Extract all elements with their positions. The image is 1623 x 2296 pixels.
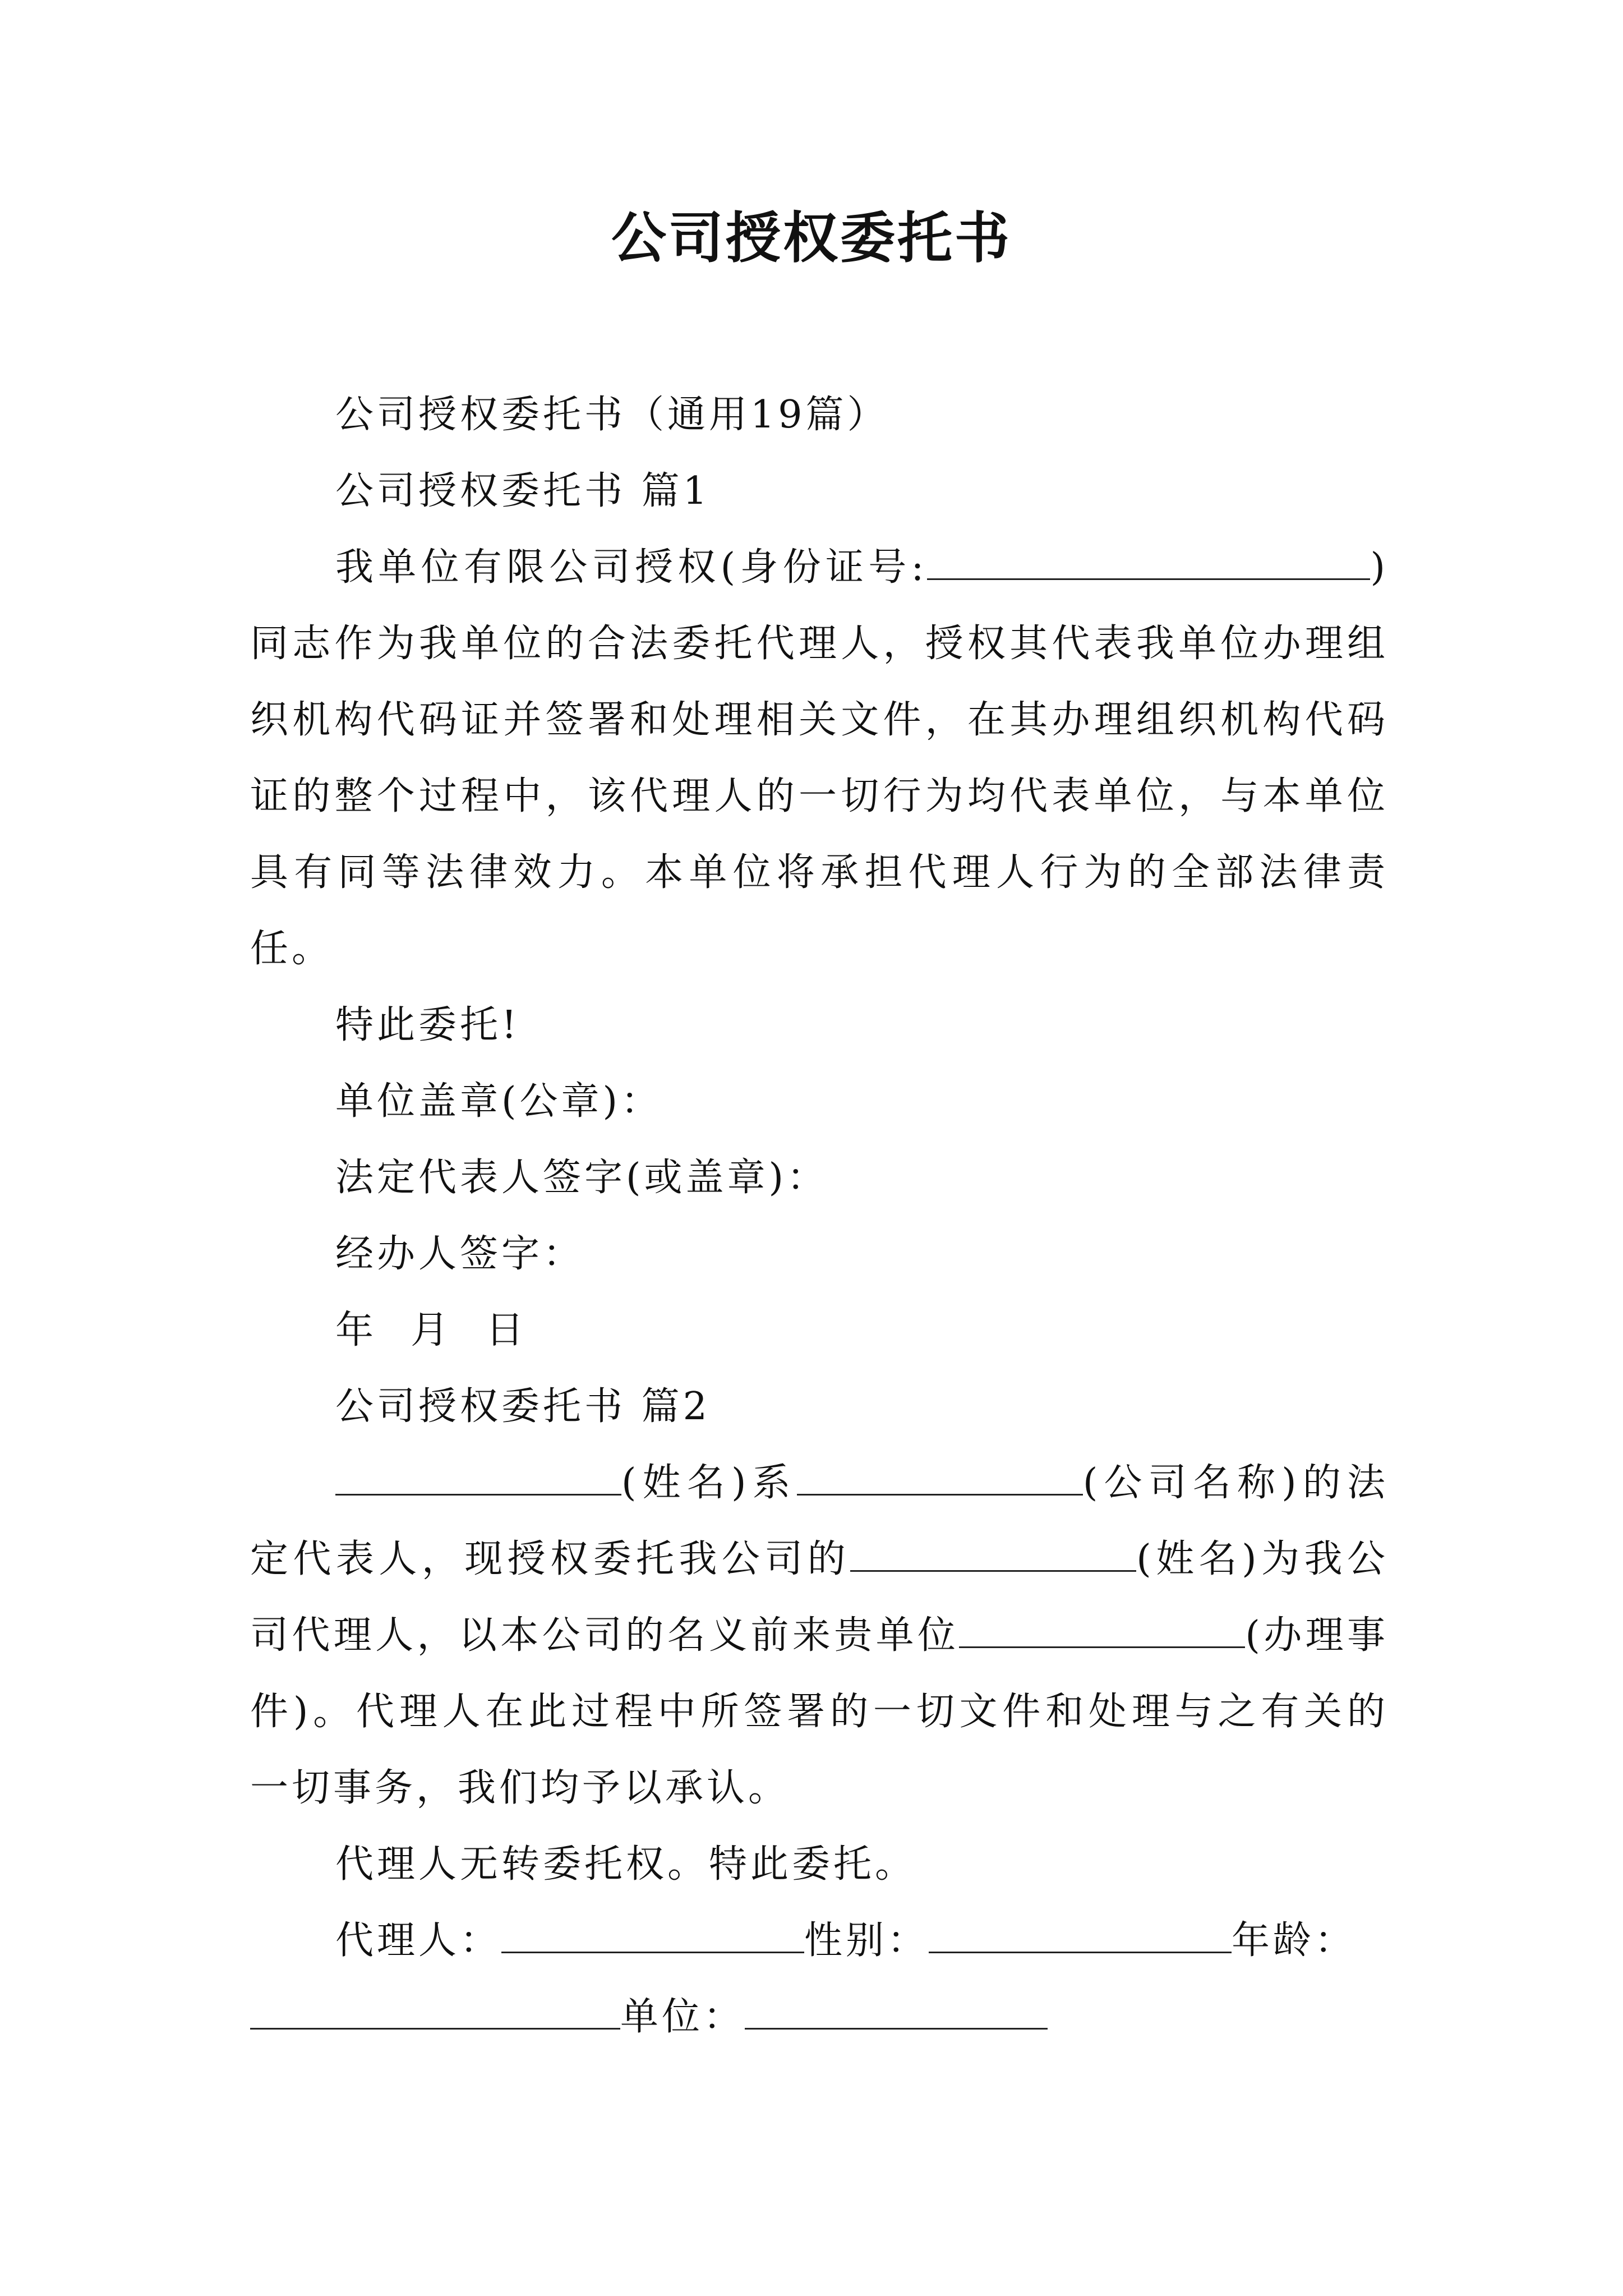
agent-label: 代理人：	[335, 1918, 502, 1963]
unit-blank	[745, 1993, 1048, 2030]
delegation-part-a: (姓名)系	[621, 1461, 797, 1505]
seal-line: 单位盖章(公章)：	[335, 1079, 663, 1124]
delegation-part-b: (公司名称)的法定代表人，现授权委托我公司的	[250, 1461, 1389, 1581]
handler-line: 经办人签字：	[335, 1232, 585, 1276]
delegation-part-c: (姓名)为我公司代理人，以本公司的名义前来贵单位	[250, 1537, 1389, 1658]
section-heading-1: 公司授权委托书 篇1	[335, 469, 711, 513]
special-note: 特此委托!	[335, 1003, 520, 1047]
delegation-part-d: (办理事件)。代理人在此过程中所签署的一切文件和处理与之有关的一切事务，我们均予以承认。	[250, 1613, 1389, 1810]
date-line	[250, 1292, 1389, 1369]
agent-info-line	[250, 1903, 1389, 1979]
date-month: 月	[411, 1308, 453, 1352]
id-number-blank	[927, 544, 1370, 580]
name-blank-2	[850, 1535, 1136, 1572]
legal-rep-line: 法定代表人签字(或盖章)：	[335, 1156, 829, 1200]
delegation-paragraph	[250, 1445, 1389, 1826]
age-label: 年龄：	[1232, 1918, 1357, 1963]
document-subtitle: 公司授权委托书（通用19篇）	[335, 393, 889, 437]
document-title: 公司授权委托书	[611, 206, 1012, 270]
agent-blank	[501, 1917, 804, 1953]
document-body	[250, 377, 1389, 2055]
unit-label: 单位：	[620, 1995, 745, 2039]
date-day: 日	[486, 1308, 528, 1352]
matter-blank	[959, 1612, 1245, 1648]
date-year: 年	[335, 1308, 377, 1352]
section-heading-2: 公司授权委托书 篇2	[335, 1384, 711, 1429]
authorization-close: )	[1370, 545, 1389, 590]
age-blank	[250, 1993, 620, 2030]
gender-blank	[929, 1917, 1232, 1953]
company-name-blank	[797, 1459, 1083, 1496]
authorization-paragraph	[250, 530, 1389, 987]
gender-label: 性别：	[804, 1918, 929, 1963]
unit-info-line	[250, 1979, 1389, 2055]
name-blank-1	[335, 1459, 621, 1496]
no-subdelegation-line: 代理人无转委托权。特此委托。	[335, 1842, 917, 1887]
authorization-lead: 我单位有限公司授权(身份证号:	[335, 545, 928, 590]
authorization-rest: 同志作为我单位的合法委托代理人，授权其代表我单位办理组织机构代码证并签署和处理相关文件，在其办理组织机构代码证的整个过程中，该代理人的一切行为均代表单位，与本单位具有同等法律效力。本单位将承担代理人行为的全部法律责任。	[250, 622, 1389, 971]
